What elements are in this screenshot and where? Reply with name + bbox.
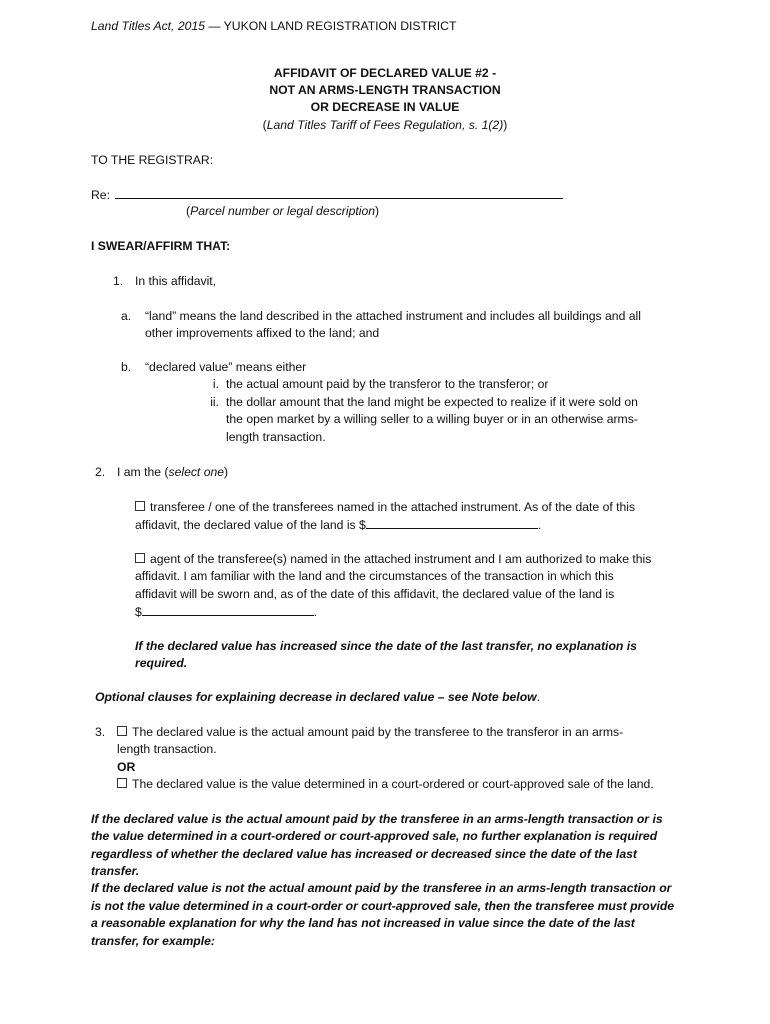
s2-select-one: select one [168,465,225,479]
s3-opt2-text: The declared value is the value determined in a court-ordered or court-approved sale of the land. [132,777,654,791]
re-caption: (Parcel number or legal description) [186,204,380,218]
s2-intro-text: I am the ( [117,465,169,479]
optional-clauses-heading [95,689,540,707]
s1-a-line-2: other improvements affixed to the land; and [145,326,380,340]
re-line [91,186,563,205]
s1-ii-label: ii. [210,395,219,409]
s2-note-line-2: required. [135,656,188,670]
title-line-1: AFFIDAVIT OF DECLARED VALUE #2 - [273,66,497,80]
s2-opt2-value-line [135,603,317,622]
transferee-value-input[interactable] [366,516,538,529]
swear-heading: I SWEAR/AFFIRM THAT: [91,239,231,253]
s1-a-line-1: “land” means the land described in the attached instrument and includes all buildings and all [145,309,641,323]
optional-clauses-end: . [536,690,541,704]
s2-opt2-end: . [313,605,318,619]
s1-ii-line-3: length transaction. [226,430,326,444]
s2-opt2-line-3: affidavit will be sworn and, as of the date of this affidavit, the declared value of the land is [135,587,615,601]
s1-ii-line-1: the dollar amount that the land might be expected to realize if it were sold on [226,395,638,409]
s3-number: 3. [95,725,106,739]
para1-line-1: If the declared value is the actual amount paid by the transferee in an arms-length transaction or is [91,812,663,826]
s2-opt1-value-line [135,516,541,535]
s1-b-label: b. [121,360,132,374]
act-name: Land Titles Act, 2015 [91,19,205,33]
s2-intro [117,464,228,482]
para1-line-3: regardless of whether the declared value has increased or decreased since the date of the last [91,847,637,861]
s3-or: OR [117,760,136,774]
regulation-text: Land Titles Tariff of Fees Regulation, s. 1(2) [266,118,504,132]
s2-opt1-line-1: transferee / one of the transferees named in the attached instrument. As of the date of this [150,500,636,514]
para2-line-3: a reasonable explanation for why the land has not increased in value since the date of the last [91,916,635,930]
s1-b-intro: “declared value” means either [145,360,307,374]
title-line-2: NOT AN ARMS-LENGTH TRANSACTION [269,83,501,97]
addressee: TO THE REGISTRAR: [91,153,214,167]
para1-line-4: transfer. [91,864,140,878]
s2-opt1-line-2: affidavit, the declared value of the land is $ [135,518,366,532]
s2-opt2-line-1: agent of the transferee(s) named in the attached instrument and I am authorized to make this [150,552,652,566]
parcel-input-line[interactable] [115,186,563,199]
s1-a-label: a. [121,309,132,323]
para2-line-2: is not the value determined in a court-order or court-approved sale, then the transferee must provide [91,899,675,913]
s1-number: 1. [113,274,124,288]
s1-i-text: the actual amount paid by the transferor to the transferor; or [226,377,549,391]
s1-i-label: i. [212,377,219,391]
re-caption-text: Parcel number or legal description [190,204,375,218]
s2-note-line-1: If the declared value has increased since the date of the last transfer, no explanation is [135,639,637,653]
s2-opt2-dollar: $ [135,605,142,619]
para2-line-4: transfer, for example: [91,934,215,948]
regulation-reference: (Land Titles Tariff of Fees Regulation, s. 1(2)) [262,118,508,132]
s1-ii-line-2: the open market by a willing seller to a willing buyer or in an otherwise arms- [226,412,638,426]
para2-line-1: If the declared value is not the actual amount paid by the transferee in an arms-length transaction or [91,881,672,895]
para1-line-2: the value determined in a court-ordered or court-approved sale, no further explanation is required [91,829,658,843]
s2-option-agent [135,551,651,569]
title-line-3: OR DECREASE IN VALUE [310,100,460,114]
s2-opt1-end: . [537,518,542,532]
s2-opt2-line-2: affidavit. I am familiar with the land and the circumstances of the transaction in which this [135,569,614,583]
s2-option-transferee [135,499,635,517]
s3-opt1-line-2: length transaction. [117,742,217,756]
s2-number: 2. [95,465,106,479]
agent-checkbox[interactable] [135,553,145,563]
transferee-checkbox[interactable] [135,501,145,511]
optional-clauses-text: Optional clauses for explaining decrease in declared value – see Note below [95,690,537,704]
s3-opt1-line-1: The declared value is the actual amount paid by the transferee to the transferor in an arms- [132,725,624,739]
agent-value-input[interactable] [142,603,314,616]
district-name: — YUKON LAND REGISTRATION DISTRICT [204,19,457,33]
arms-length-checkbox[interactable] [117,726,127,736]
s1-intro: In this affidavit, [135,274,217,288]
s3-option-arms-length [117,724,623,742]
running-header [91,18,456,36]
s2-intro-end: ) [224,465,229,479]
re-label: Re: [91,188,110,202]
court-sale-checkbox[interactable] [117,778,127,788]
s3-option-court-sale [117,776,654,794]
